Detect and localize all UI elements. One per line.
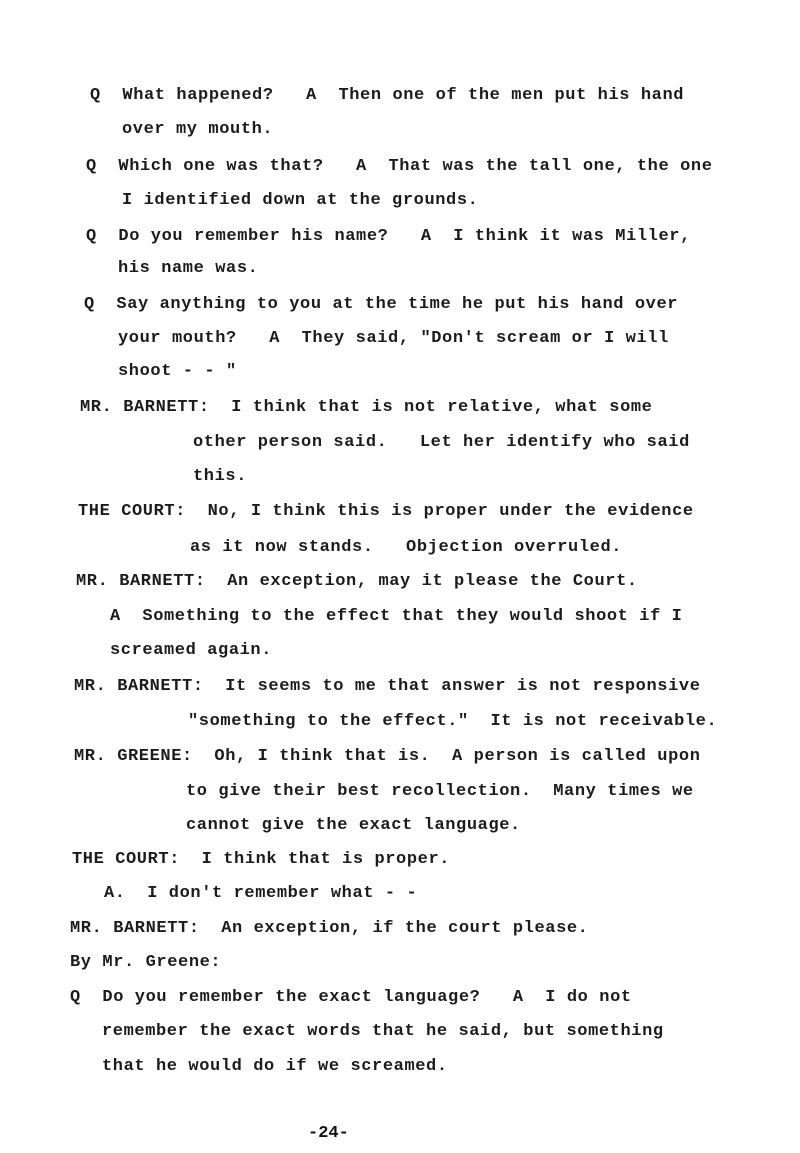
transcript-line: MR. BARNETT: I think that is not relative, what some	[80, 398, 653, 417]
transcript-line: MR. BARNETT: An exception, may it please the Court.	[76, 572, 638, 591]
transcript-line: shoot - - "	[118, 362, 237, 381]
transcript-line: other person said. Let her identify who said	[193, 433, 690, 452]
transcript-line: I identified down at the grounds.	[122, 191, 479, 210]
transcript-line: MR. GREENE: Oh, I think that is. A person is called upon	[74, 747, 701, 766]
transcript-line: A Something to the effect that they would shoot if I	[110, 607, 683, 626]
transcript-line: over my mouth.	[122, 120, 274, 139]
transcript-line: Q What happened? A Then one of the men put his hand	[90, 86, 685, 105]
transcript-line: cannot give the exact language.	[186, 816, 521, 835]
transcript-line: A. I don't remember what - -	[104, 884, 418, 903]
transcript-line: THE COURT: I think that is proper.	[72, 850, 451, 869]
transcript-line: "something to the effect." It is not receivable.	[188, 712, 718, 731]
transcript-line: this.	[193, 467, 248, 486]
transcript-line: remember the exact words that he said, but something	[102, 1022, 664, 1041]
transcript-line: MR. BARNETT: An exception, if the court please.	[70, 919, 589, 938]
transcript-line: that he would do if we screamed.	[102, 1057, 448, 1076]
transcript-line: as it now stands. Objection overruled.	[190, 538, 623, 557]
transcript-line: to give their best recollection. Many times we	[186, 782, 694, 801]
transcript-line: THE COURT: No, I think this is proper under the evidence	[78, 502, 694, 521]
transcript-line: your mouth? A They said, "Don't scream or I will	[118, 329, 669, 348]
transcript-line: By Mr. Greene:	[70, 953, 222, 972]
transcript-line: Q Which one was that? A That was the tall one, the one	[86, 157, 713, 176]
transcript-line: MR. BARNETT: It seems to me that answer is not responsive	[74, 677, 701, 696]
transcript-line: Q Do you remember the exact language? A I do not	[70, 988, 632, 1007]
transcript-line: screamed again.	[110, 641, 273, 660]
transcript-line: Q Do you remember his name? A I think it was Miller,	[86, 227, 691, 246]
transcript-line: his name was.	[118, 259, 259, 278]
page-number: -24-	[308, 1124, 349, 1143]
transcript-line: Q Say anything to you at the time he put his hand over	[84, 295, 679, 314]
